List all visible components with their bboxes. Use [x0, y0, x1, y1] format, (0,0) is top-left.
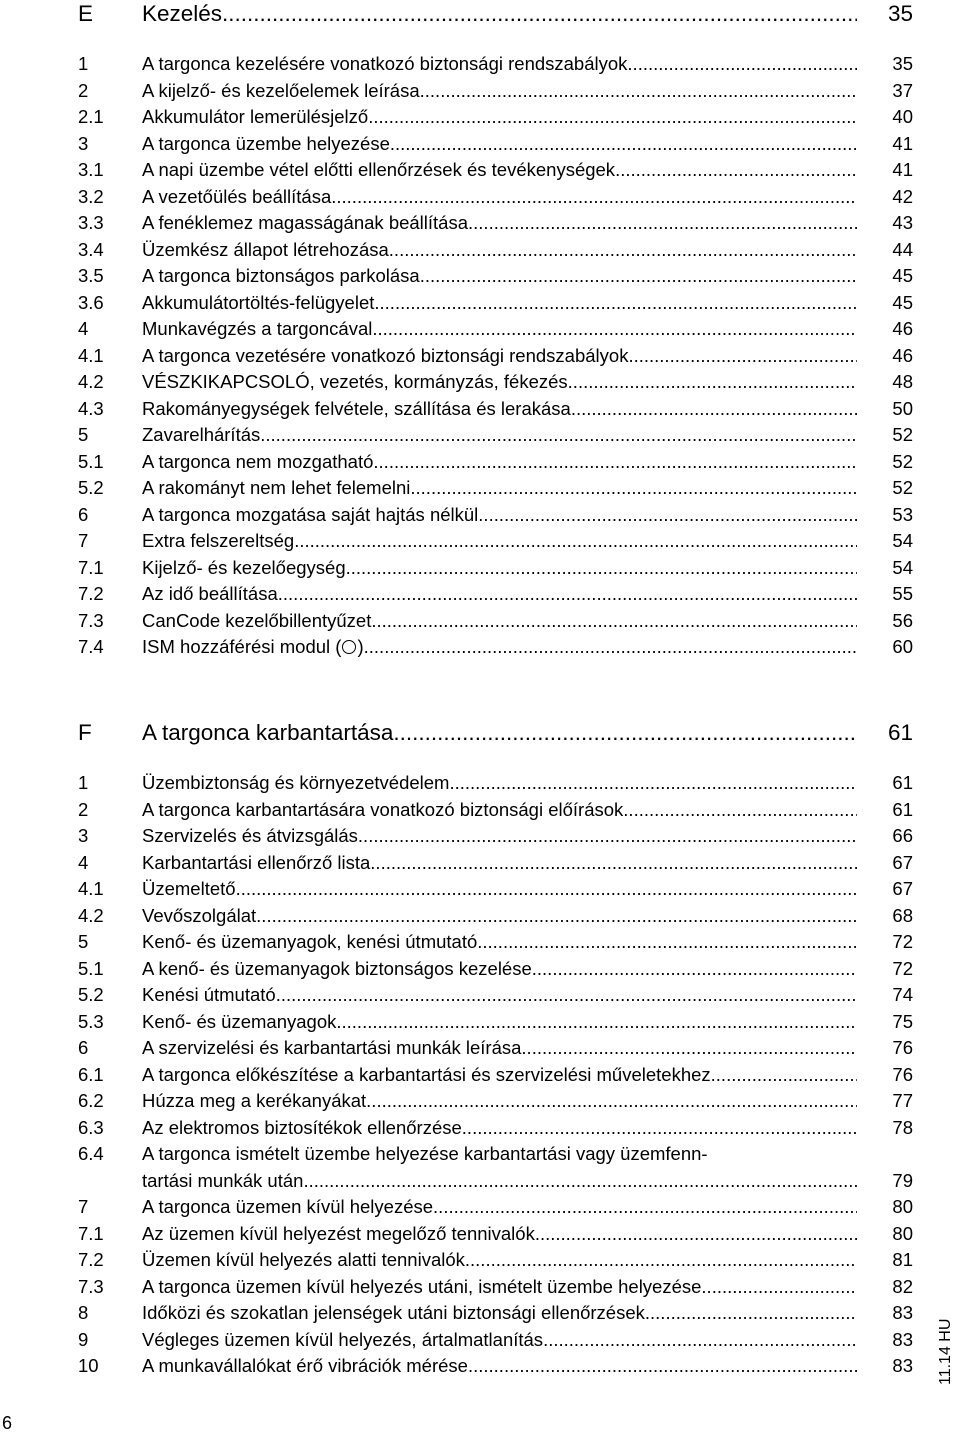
toc-entry[interactable]	[78, 770, 913, 797]
toc-section-e	[78, 0, 913, 661]
entry-title: A vezetőülés beállítása	[142, 185, 332, 207]
entry-number: 7	[78, 1196, 89, 1217]
entry-title: Kenő- és üzemanyagok	[142, 1010, 337, 1032]
section-page: 61	[887, 720, 913, 745]
toc-entry[interactable]	[78, 157, 913, 184]
entry-page: 42	[892, 185, 913, 207]
entry-number: 5	[78, 931, 89, 952]
toc-entry[interactable]	[78, 634, 913, 661]
entry-title: Zavarelhárítás	[142, 424, 261, 445]
toc-entry[interactable]	[78, 1247, 913, 1274]
entry-title: Vevőszolgálat	[142, 904, 257, 926]
entry-number: 9	[78, 1328, 89, 1350]
toc-entry[interactable]	[78, 929, 913, 956]
entry-number: 3.1	[78, 159, 104, 180]
entry-page: 78	[892, 1116, 913, 1138]
toc-entry[interactable]	[78, 823, 913, 850]
entry-title: Karbantartási ellenőrző lista	[142, 851, 371, 873]
entry-number: 10	[78, 1355, 99, 1376]
entry-number: 4.1	[78, 344, 104, 366]
entry-title: Akkumulátortöltés-felügyelet	[142, 291, 375, 313]
entry-title: A szervizelési és karbantartási munkák leírása	[142, 1037, 522, 1058]
entry-title: A targonca üzemen kívül helyezés utáni, ismételt üzembe helyezése	[142, 1275, 702, 1297]
toc-entry[interactable]	[78, 876, 913, 903]
entry-number: 6.3	[78, 1116, 104, 1138]
entry-title: A munkavállalókat érő vibrációk mérése	[142, 1355, 468, 1376]
toc-entry[interactable]	[78, 797, 913, 824]
toc-entry[interactable]	[78, 1035, 913, 1062]
entry-page: 45	[892, 265, 913, 286]
toc-entry[interactable]	[78, 184, 913, 211]
entry-title: A targonca biztonságos parkolása	[142, 265, 420, 286]
entry-number: 2.1	[78, 106, 104, 127]
toc-entry[interactable]	[78, 210, 913, 237]
entry-number: 3.6	[78, 291, 104, 313]
entry-title-line1: A targonca ismételt üzembe helyezése karbantartási vagy üzemfenn-	[142, 1143, 708, 1164]
entry-number: 5.1	[78, 957, 104, 979]
entry-number: 4.3	[78, 397, 104, 419]
entry-page: 77	[892, 1090, 913, 1111]
toc-entry[interactable]	[78, 449, 913, 476]
entry-number: 7.1	[78, 1222, 104, 1244]
entry-number: 1	[78, 772, 89, 793]
toc-entry[interactable]	[78, 608, 913, 635]
entry-title: CanCode kezelőbillentyűzet	[142, 609, 372, 631]
toc-entry[interactable]	[78, 581, 913, 608]
page-number: 6	[2, 1413, 13, 1433]
entry-title: Végleges üzemen kívül helyezés, ártalmatlanítás	[142, 1328, 544, 1350]
toc-entry[interactable]	[78, 131, 913, 158]
entry-title: Üzembiztonság és környezetvédelem	[142, 772, 450, 793]
entry-title: A targonca nem mozgatható	[142, 450, 374, 472]
section-heading[interactable]	[78, 0, 913, 28]
toc-entry[interactable]	[78, 343, 913, 370]
toc-entry[interactable]	[78, 263, 913, 290]
toc-list	[78, 770, 913, 1380]
entry-number: 4	[78, 851, 89, 873]
entry-page: 83	[892, 1302, 913, 1323]
entry-title: Üzemeltető	[142, 878, 236, 899]
toc-entry[interactable]	[78, 78, 913, 105]
entry-title: A rakományt nem lehet felemelni	[142, 477, 411, 498]
entry-number: 7.4	[78, 636, 104, 657]
toc-entry[interactable]	[78, 1088, 913, 1115]
entry-page: 72	[892, 931, 913, 952]
entry-number: 3	[78, 825, 89, 846]
entry-page: 61	[892, 798, 913, 820]
toc-entry[interactable]	[78, 502, 913, 529]
toc-entry[interactable]	[78, 528, 913, 555]
entry-page: 76	[892, 1037, 913, 1058]
entry-number: 3.5	[78, 265, 104, 286]
entry-page: 41	[892, 132, 913, 154]
section-title: Kezelés	[142, 1, 223, 26]
toc-entry[interactable]	[78, 1009, 913, 1036]
entry-number: 8	[78, 1302, 89, 1323]
entry-page: 43	[892, 212, 913, 233]
entry-page: 76	[892, 1063, 913, 1085]
entry-title: Az elektromos biztosítékok ellenőrzése	[142, 1116, 462, 1138]
toc-entry[interactable]	[78, 316, 913, 343]
toc-list	[78, 51, 913, 661]
entry-number: 3.2	[78, 185, 104, 207]
entry-number: 2	[78, 79, 89, 101]
entry-page: 50	[892, 397, 913, 419]
toc-entry[interactable]	[78, 1062, 913, 1089]
entry-page: 52	[892, 424, 913, 445]
entry-page: 41	[892, 159, 913, 180]
toc-entry[interactable]	[78, 1141, 913, 1194]
entry-page: 67	[892, 851, 913, 873]
entry-page: 54	[892, 556, 913, 578]
toc-entry[interactable]	[78, 1353, 913, 1380]
entry-number: 3	[78, 132, 89, 154]
entry-title: Szervizelés és átvizsgálás	[142, 825, 358, 846]
entry-title: Kenési útmutató	[142, 984, 276, 1005]
entry-title: Üzemkész állapot létrehozása	[142, 238, 389, 260]
entry-number: 6.2	[78, 1090, 104, 1111]
entry-number: 4.2	[78, 371, 104, 392]
entry-title: Üzemen kívül helyezés alatti tennivalók	[142, 1249, 465, 1270]
entry-page: 75	[892, 1010, 913, 1032]
entry-page: 61	[892, 772, 913, 793]
entry-page: 45	[892, 291, 913, 313]
entry-title: Akkumulátor lemerülésjelző	[142, 106, 369, 127]
entry-title: A kijelző- és kezelőelemek leírása	[142, 79, 420, 101]
entry-number: 5.2	[78, 984, 104, 1005]
toc-entry[interactable]	[78, 1300, 913, 1327]
entry-number: 5	[78, 424, 89, 445]
toc-entry[interactable]	[78, 555, 913, 582]
entry-page: 37	[892, 79, 913, 101]
entry-title: Rakományegységek felvétele, szállítása és lerakása	[142, 397, 571, 419]
entry-number: 6.4	[78, 1143, 104, 1164]
toc-entry[interactable]	[78, 422, 913, 449]
entry-page: 74	[892, 984, 913, 1005]
entry-number: 7	[78, 530, 89, 551]
toc-entry[interactable]	[78, 1115, 913, 1142]
entry-page: 44	[892, 238, 913, 260]
entry-title: A targonca előkészítése a karbantartási és szervizelési műveletekhez	[142, 1063, 711, 1085]
entry-title: Időközi és szokatlan jelenségek utáni biztonsági ellenőrzések	[142, 1302, 645, 1323]
section-letter: E	[78, 1, 94, 26]
toc-entry[interactable]	[78, 104, 913, 131]
toc-entry[interactable]	[78, 51, 913, 78]
entry-page: 40	[892, 106, 913, 127]
entry-title: Az idő beállítása	[142, 583, 278, 604]
entry-number: 4.2	[78, 904, 104, 926]
entry-title: A fenéklemez magasságának beállítása	[142, 212, 469, 233]
section-heading[interactable]	[78, 719, 913, 747]
entry-title: A targonca üzembe helyezése	[142, 132, 390, 154]
entry-number: 5.3	[78, 1010, 104, 1032]
entry-page: 52	[892, 477, 913, 498]
entry-title: VÉSZKIKAPCSOLÓ, vezetés, kormányzás, fékezés	[142, 371, 568, 392]
entry-number: 7.2	[78, 583, 104, 604]
entry-page: 81	[892, 1249, 913, 1270]
entry-title-part: ISM hozzáférési modul (	[142, 636, 342, 657]
entry-number: 3.4	[78, 238, 104, 260]
toc-entry[interactable]	[78, 369, 913, 396]
section-page: 35	[887, 1, 913, 26]
entry-page: 55	[892, 583, 913, 604]
entry-title: A targonca üzemen kívül helyezése	[142, 1196, 434, 1217]
entry-page: 53	[892, 503, 913, 525]
entry-title: Extra felszereltség	[142, 530, 295, 551]
entry-page: 68	[892, 904, 913, 926]
entry-number: 6	[78, 1037, 89, 1058]
entry-number: 5.2	[78, 477, 104, 498]
entry-title: A kenő- és üzemanyagok biztonságos kezelése	[142, 957, 532, 979]
entry-page: 60	[892, 636, 913, 657]
entry-number: 4.1	[78, 878, 104, 899]
entry-page: 72	[892, 957, 913, 979]
entry-page: 82	[892, 1275, 913, 1297]
entry-page: 80	[892, 1196, 913, 1217]
entry-title: A napi üzembe vétel előtti ellenőrzések és tevékenységek	[142, 159, 616, 180]
entry-title: A targonca kezelésére vonatkozó biztonsági rendszabályok	[142, 53, 628, 74]
entry-title: Munkavégzés a targoncával	[142, 318, 373, 339]
section-title: A targonca karbantartása	[142, 720, 394, 745]
entry-page: 79	[892, 1169, 913, 1191]
entry-number: 7.1	[78, 556, 104, 578]
entry-page: 66	[892, 825, 913, 846]
toc-entry[interactable]	[78, 475, 913, 502]
option-circle-icon	[342, 640, 356, 654]
entry-number: 7.2	[78, 1249, 104, 1270]
entry-number: 3.3	[78, 212, 104, 233]
toc-entry[interactable]	[78, 1274, 913, 1301]
section-letter: F	[78, 720, 92, 745]
entry-number: 7.3	[78, 1275, 104, 1297]
entry-title: A targonca vezetésére vonatkozó biztonsági rendszabályok	[142, 344, 629, 366]
entry-page: 46	[892, 344, 913, 366]
toc-entry[interactable]	[78, 237, 913, 264]
toc-entry[interactable]	[78, 1194, 913, 1221]
toc-entry[interactable]	[78, 903, 913, 930]
entry-number: 4	[78, 318, 89, 339]
entry-number: 6	[78, 503, 89, 525]
entry-number: 6.1	[78, 1063, 104, 1085]
entry-number: 5.1	[78, 450, 104, 472]
toc-entry[interactable]	[78, 850, 913, 877]
entry-number: 2	[78, 798, 89, 820]
toc-entry[interactable]	[78, 396, 913, 423]
entry-title: Kijelző- és kezelőegység	[142, 556, 346, 578]
entry-page: 52	[892, 450, 913, 472]
toc-section-f	[78, 719, 913, 1380]
entry-page: 83	[892, 1355, 913, 1376]
document-code: 11.14 HU	[937, 1318, 954, 1385]
entry-page: 48	[892, 371, 913, 392]
toc-entry[interactable]	[78, 956, 913, 983]
entry-page: 80	[892, 1222, 913, 1244]
entry-title-line2: tartási munkák után	[142, 1169, 304, 1191]
entry-title-part: )	[357, 636, 364, 657]
entry-title: A targonca mozgatása saját hajtás nélkül	[142, 503, 479, 525]
toc-entry[interactable]	[78, 982, 913, 1009]
entry-page: 56	[892, 609, 913, 631]
entry-page: 83	[892, 1328, 913, 1350]
entry-title: Az üzemen kívül helyezést megelőző tennivalók	[142, 1222, 535, 1244]
entry-title: Kenő- és üzemanyagok, kenési útmutató	[142, 931, 478, 952]
entry-title	[142, 634, 364, 661]
entry-page: 67	[892, 878, 913, 899]
toc-entry[interactable]	[78, 1221, 913, 1248]
toc-entry[interactable]	[78, 1327, 913, 1354]
entry-title: A targonca karbantartására vonatkozó biztonsági előírások	[142, 798, 624, 820]
entry-page: 46	[892, 318, 913, 339]
entry-title: Húzza meg a kerékanyákat	[142, 1090, 367, 1111]
entry-page: 35	[892, 53, 913, 74]
entry-number: 1	[78, 53, 89, 74]
entry-number: 7.3	[78, 609, 104, 631]
entry-page: 54	[892, 530, 913, 551]
toc-entry[interactable]	[78, 290, 913, 317]
